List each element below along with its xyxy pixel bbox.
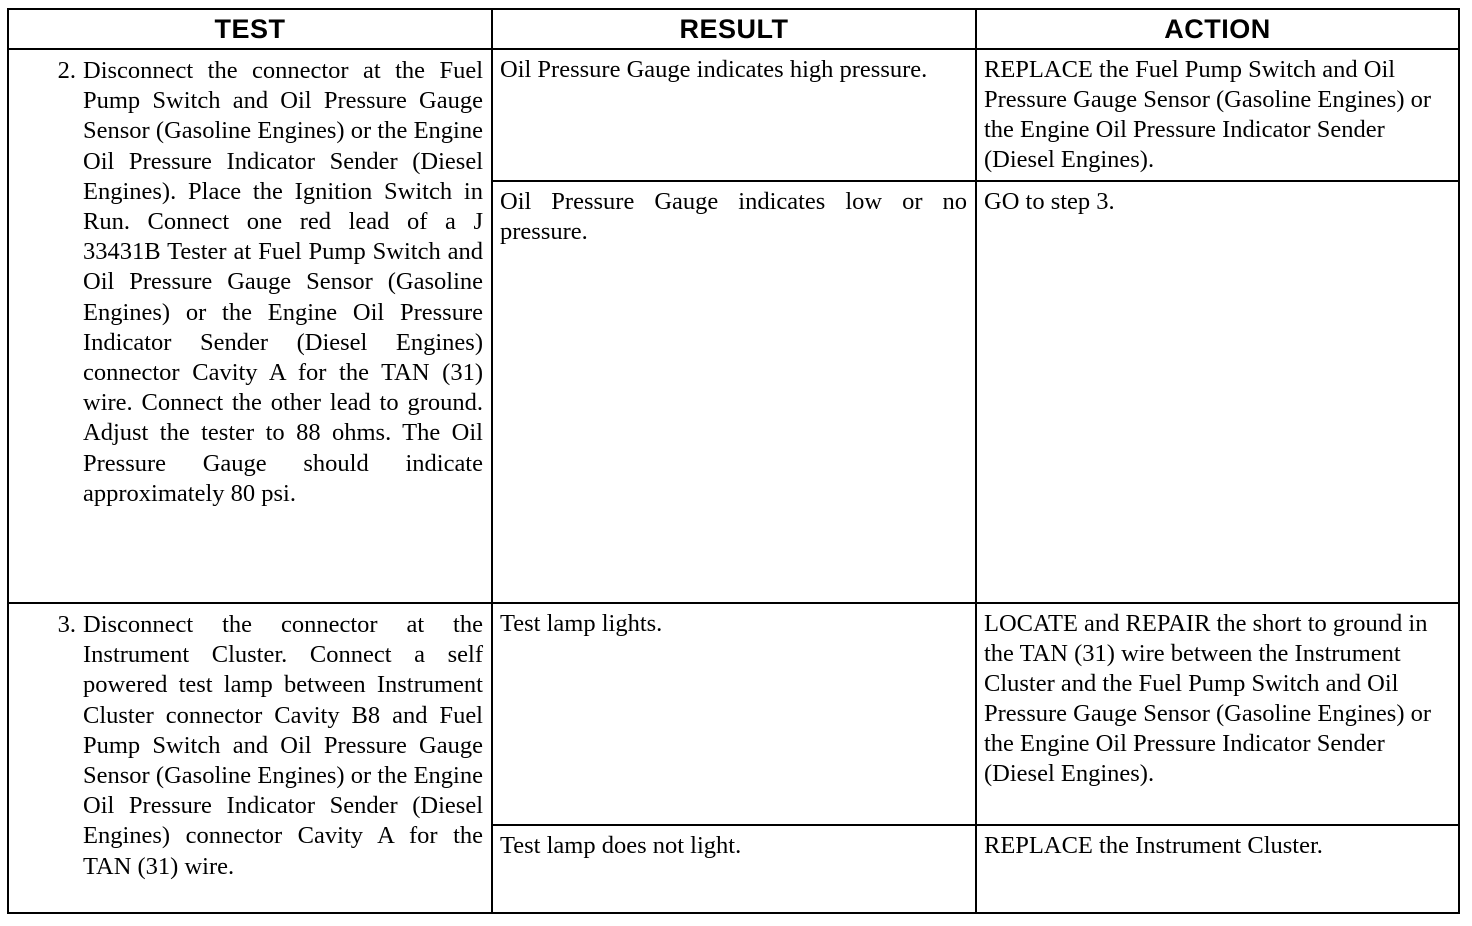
action-cell (976, 181, 1459, 603)
action-cell (976, 49, 1459, 181)
table-row (8, 49, 1459, 181)
result-cell (492, 603, 976, 825)
header-row (8, 9, 1459, 49)
step-number: 2. (57, 57, 76, 84)
result-text: Test lamp lights. (500, 610, 663, 637)
header-test: TEST (8, 9, 492, 49)
action-text: REPLACE the Instrument Cluster. (984, 832, 1323, 859)
action-cell (976, 603, 1459, 825)
result-cell (492, 181, 976, 603)
result-text: Test lamp does not light. (500, 832, 742, 859)
table-row (8, 603, 1459, 825)
result-cell (492, 825, 976, 913)
action-cell (976, 825, 1459, 913)
result-cell (492, 49, 976, 181)
diagnostic-table (7, 8, 1460, 914)
action-text: LOCATE and REPAIR the short to ground in the TAN (31) wire between the Instrument Cluster and the Fuel Pump Switch and Oil Pressure Gauge Sensor (Gasoline Engines) or the Engine Oil Pressure Indicator Sender (Diesel Engines). (984, 610, 1432, 787)
result-text: Oil Pressure Gauge indicates low or no pressure. (500, 188, 967, 245)
header-result: RESULT (492, 9, 976, 49)
action-text: REPLACE the Fuel Pump Switch and Oil Pressure Gauge Sensor (Gasoline Engines) or the Engine Oil Pressure Indicator Sender (Diesel Engines). (984, 56, 1432, 173)
test-description: Disconnect the connector at the Instrument Cluster. Connect a self powered test lamp between Instrument Cluster connector Cavity B8 and Fuel Pump Switch and Oil Pressure Gauge Sensor (Gasoline Engines) or the Engine Oil Pressure Indicator Sender (Diesel Engines) connector Cavity A for the TAN (31) wire. (83, 611, 483, 880)
test-cell-step-2 (8, 49, 492, 603)
test-description: Disconnect the connector at the Fuel Pump Switch and Oil Pressure Gauge Sensor (Gasoline Engines) or the Engine Oil Pressure Indicator Sender (Diesel Engines). Place the Ignition Switch in Run. Connect one red lead of a J 33431B Tester at Fuel Pump Switch and Oil Pressure Gauge Sensor (Gasoline Engines) or the Engine Oil Pressure Indicator Sender (Diesel Engines) connector Cavity A for the TAN (31) wire. Connect the other lead to ground. Adjust the tester to 88 ohms. The Oil Pressure Gauge should indicate approximately 80 psi. (83, 57, 483, 507)
result-text: Oil Pressure Gauge indicates high pressure. (500, 56, 928, 83)
step-number: 3. (57, 611, 76, 638)
test-cell-step-3 (8, 603, 492, 913)
action-text: GO to step 3. (984, 188, 1115, 215)
header-action: ACTION (976, 9, 1459, 49)
